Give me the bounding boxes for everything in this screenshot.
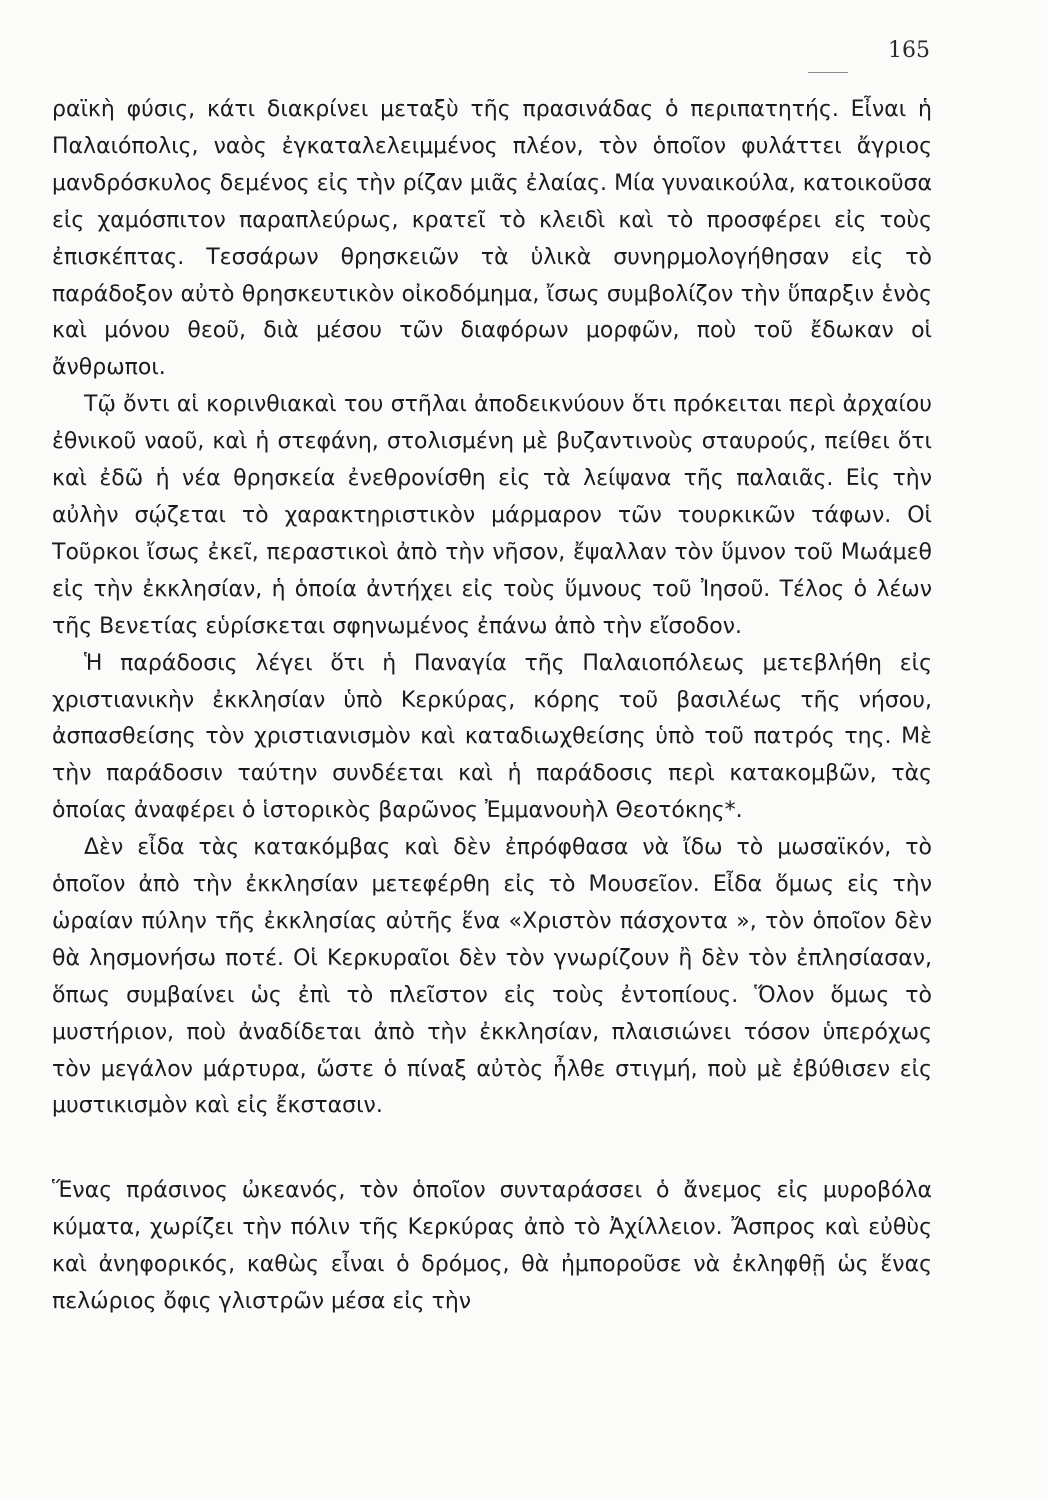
- paragraph-corinthian-columns: Τῷ ὄντι αἱ κορινθιακαὶ του στῆλαι ἀποδεικνύουν ὅτι πρόκειται περὶ ἀρχαίου ἐθνικοῦ ναοῦ, καὶ ἡ στεφάνη, στολισμένη μὲ βυζαντινοὺς σταυρούς, πείθει ὅτι καὶ ἐδῶ ἡ νέα θρησκεία ἐνεθρονίσθη εἰς τὰ λείψανα τῆς παλαιᾶς. Εἰς τὴν αὐλὴν σῴζεται τὸ χαρακτηριστικὸν μάρμαρον τῶν τουρκικῶν τάφων. Οἱ Τοῦρκοι ἴσως ἐκεῖ, περαστικοὶ ἀπὸ τὴν νῆσον, ἔψαλλαν τὸν ὕμνον τοῦ Μωάμεθ εἰς τὴν ἐκκλησίαν, ἡ ὁποία ἀντήχει εἰς τοὺς ὕμνους τοῦ Ἰησοῦ. Τέλος ὁ λέων τῆς Βενετίας εὑρίσκεται σφηνωμένος ἐπάνω ἀπὸ τὴν εἴσοδον.: [52, 392, 932, 639]
- page-number: 165: [888, 38, 930, 63]
- paragraph-tradition: Ἡ παράδοσις λέγει ὅτι ἡ Παναγία τῆς Παλαιοπόλεως μετεβλήθη εἰς χριστιανικὴν ἐκκλησίαν ὑπὸ Κερκύρας, κόρης τοῦ βασιλέως τῆς νήσου, ἀσπασθείσης τὸν χριστιανισμὸν καὶ καταδιωχθείσης ὑπὸ τοῦ πατρός της. Μὲ τὴν παράδοσιν ταύτην συνδέεται καὶ ἡ παράδοσις περὶ κατακομβῶν, τὰς ὁποίας ἀναφέρει ὁ ἱστορικὸς βαρῶνος Ἐμμανουὴλ Θεοτόκης*.: [52, 650, 932, 824]
- paragraph-green-ocean: Ἕνας πράσινος ὠκεανός, τὸν ὁποῖον συνταράσσει ὁ ἄνεμος εἰς μυροβόλα κύματα, χωρίζει τὴν πόλιν τῆς Κερκύρας ἀπὸ τὸ Ἀχίλλειον. Ἄσπρος καὶ εὐθὺς καὶ ἀνηφορικός, καθὼς εἶναι ὁ δρόμος, θὰ ἠμποροῦσε νὰ ἐκληφθῇ ὡς ἕνας πελώριος ὄφις γλιστρῶν μέσα εἰς τὴν: [52, 1178, 932, 1315]
- section-gap: [52, 1125, 932, 1173]
- body-text: [52, 92, 932, 1321]
- page-number-rule: [808, 72, 848, 73]
- paragraph-palaiopolis: ραϊκὴ φύσις, κάτι διακρίνει μεταξὺ τῆς πρασινάδας ὁ περιπατητής. Εἶναι ἡ Παλαιόπολις, ναὸς ἐγκαταλελειμμένος πλέον, τὸν ὁποῖον φυλάττει ἄγριος μανδρόσκυλος δεμένος εἰς τὴν ρίζαν μιᾶς ἐλαίας. Μία γυναικούλα, κατοικοῦσα εἰς χαμόσπιτον παραπλεύρως, κρατεῖ τὸ κλειδὶ καὶ τὸ προσφέρει εἰς τοὺς ἐπισκέπτας. Τεσσάρων θρησκειῶν τὰ ὑλικὰ συνηρμολογήθησαν εἰς τὸ παράδοξον αὐτὸ θρησκευτικὸν οἰκοδόμημα, ἴσως συμβολίζον τὴν ὕπαρξιν ἑνὸς καὶ μόνου θεοῦ, διὰ μέσου τῶν διαφόρων μορφῶν, ποὺ τοῦ ἔδωκαν οἱ ἄνθρωποι.: [52, 97, 932, 381]
- paragraph-catacombs: Δὲν εἶδα τὰς κατακόμβας καὶ δὲν ἐπρόφθασα νὰ ἴδω τὸ μωσαϊκόν, τὸ ὁποῖον ἀπὸ τὴν ἐκκλησίαν μετεφέρθη εἰς τὸ Μουσεῖον. Εἶδα ὅμως εἰς τὴν ὡραίαν πύλην τῆς ἐκκλησίας αὐτῆς ἕνα «Χριστὸν πάσχοντα », τὸν ὁποῖον δὲν θὰ λησμονήσω ποτέ. Οἱ Κερκυραῖοι δὲν τὸν γνωρίζουν ἢ δὲν τὸν ἐπλησίασαν, ὅπως συμβαίνει ὡς ἐπὶ τὸ πλεῖστον εἰς τοὺς ἐντοπίους. Ὅλον ὅμως τὸ μυστήριον, ποὺ ἀναδίδεται ἀπὸ τὴν ἐκκλησίαν, πλαισιώνει τόσον ὑπερόχως τὸν μεγάλον μάρτυρα, ὥστε ὁ πίναξ αὐτὸς ἦλθε στιγμή, ποὺ μὲ ἐβύθισεν εἰς μυστικισμὸν καὶ εἰς ἔκστασιν.: [52, 835, 932, 1119]
